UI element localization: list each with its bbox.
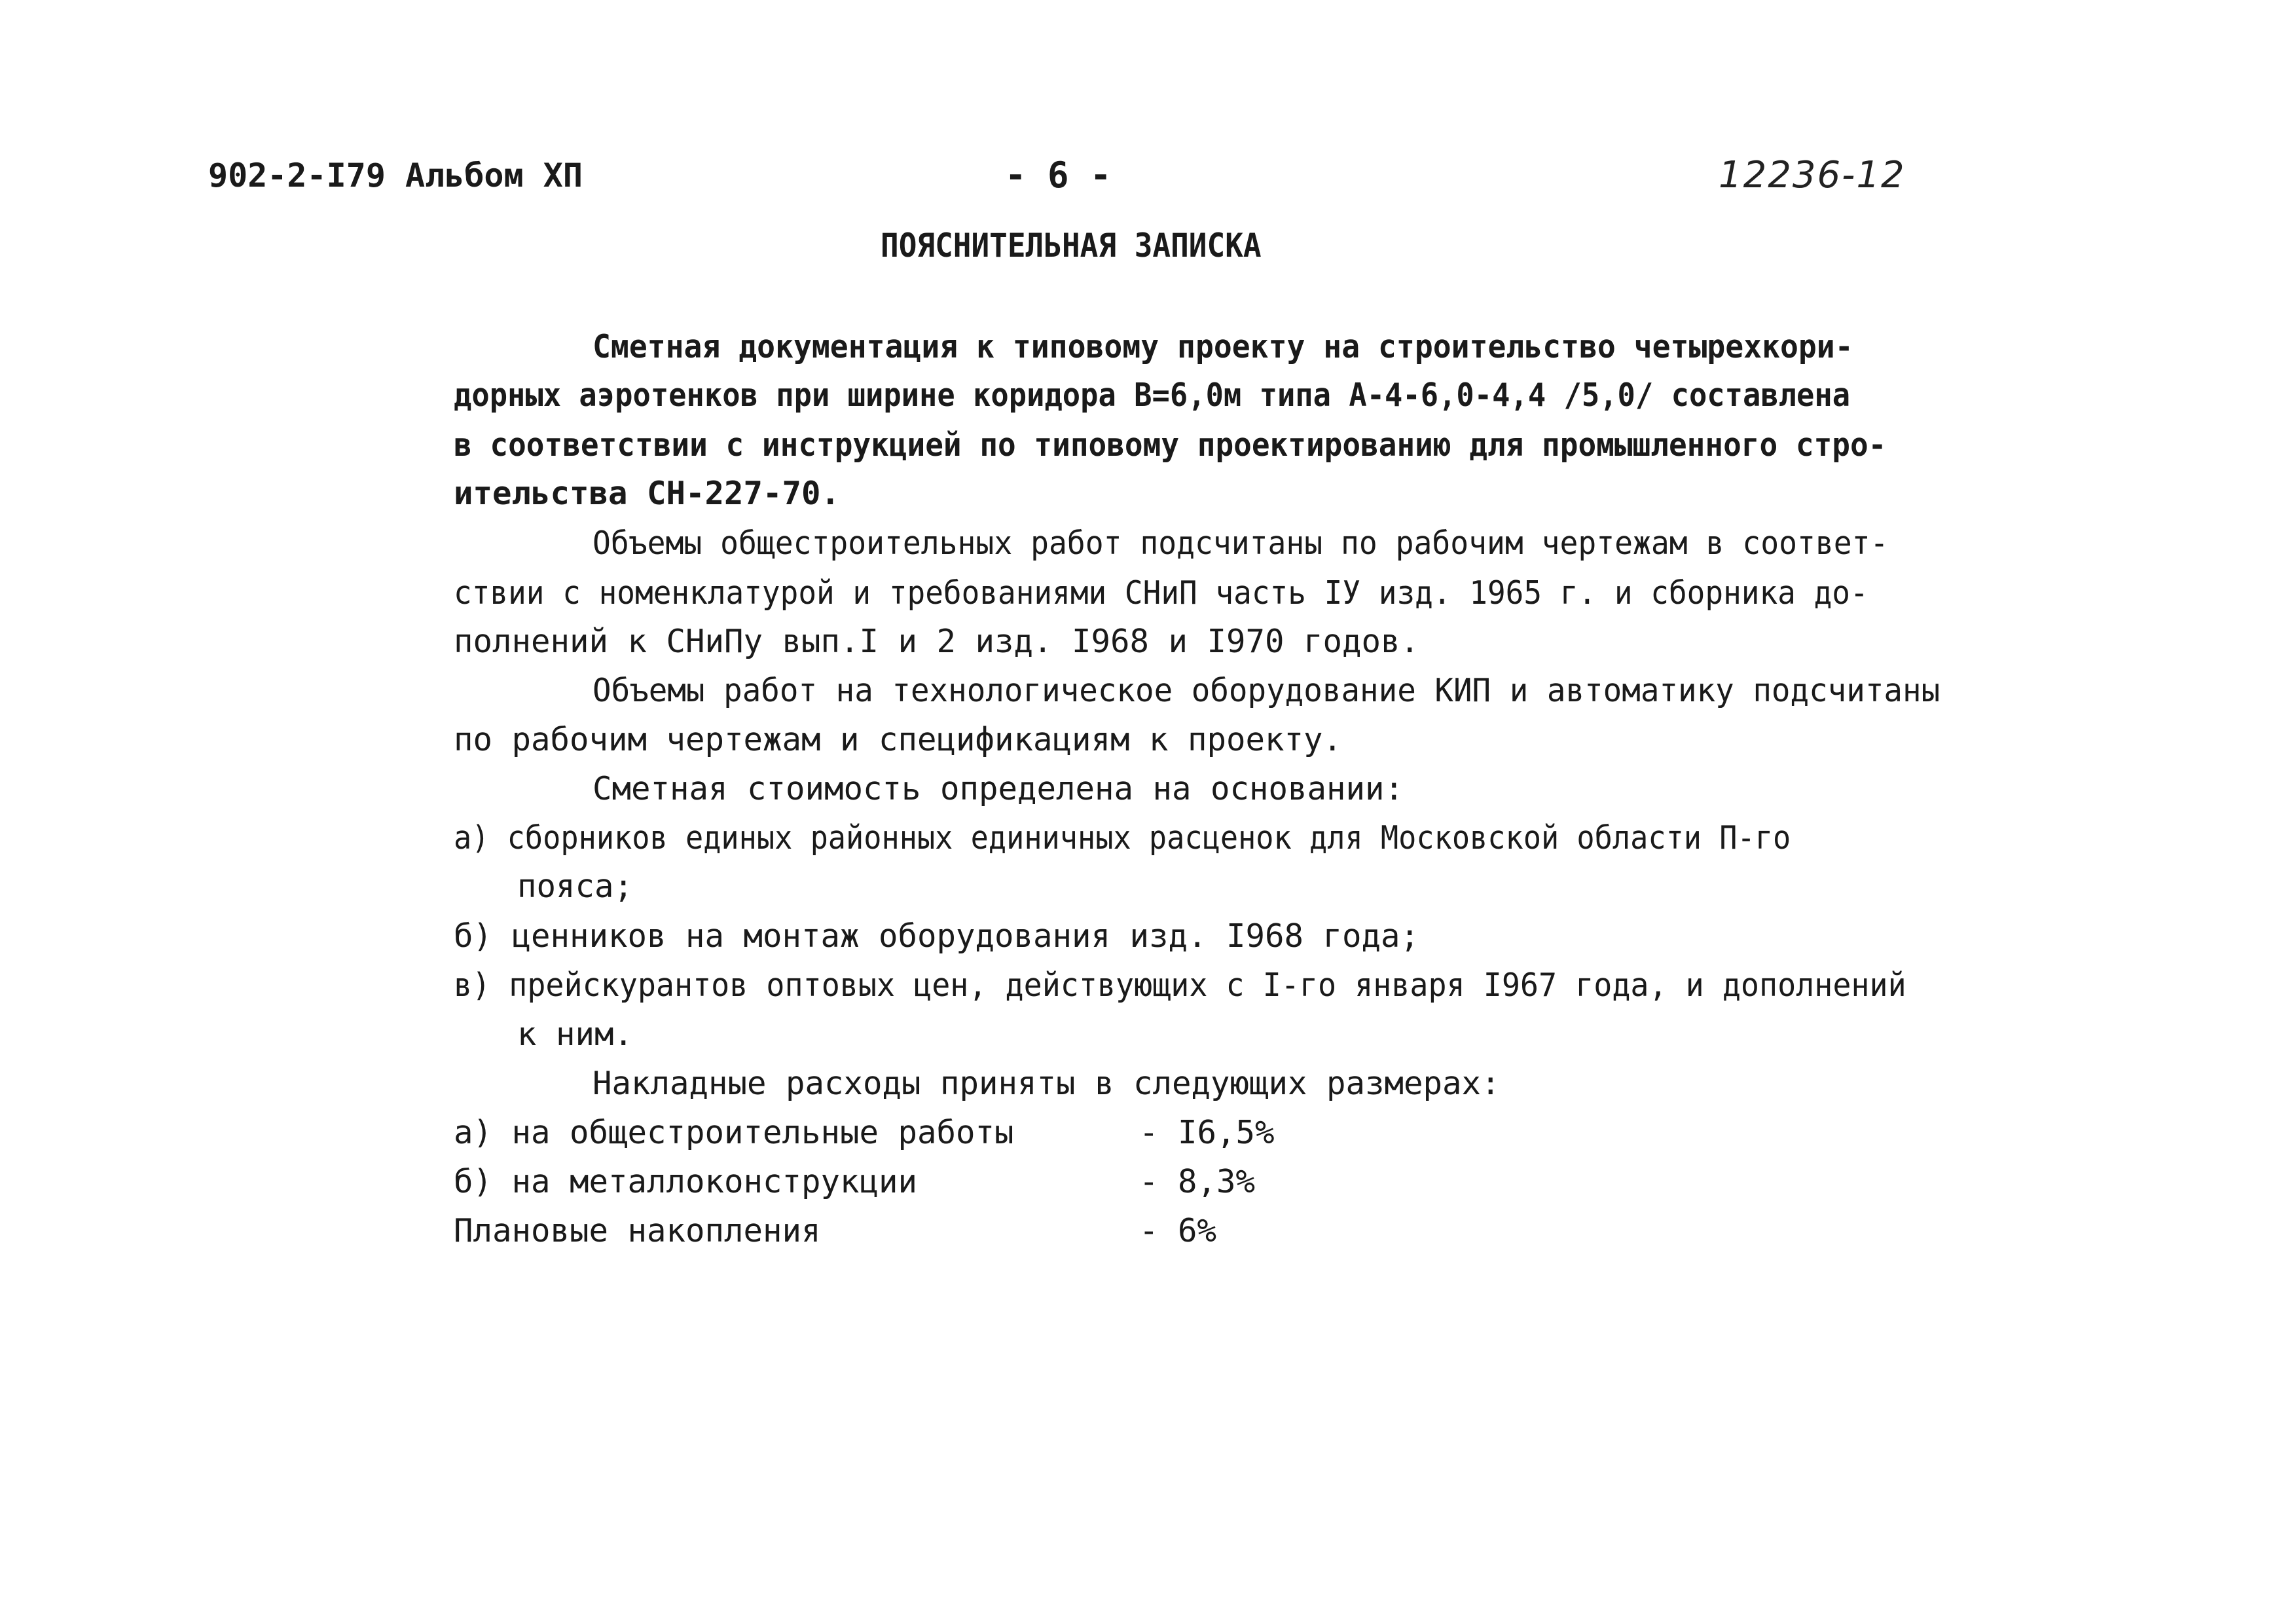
document-title: ПОЯСНИТЕЛЬНАЯ ЗАПИСКА <box>881 227 1262 265</box>
paragraph-line: Сметная стоимость определена на основании: <box>592 770 1404 807</box>
rate-label: Плановые накопления <box>454 1212 821 1249</box>
list-item: а) сборников единых районных единичных расценок для Московской области П-го <box>454 819 1791 857</box>
paragraph-line: Сметная документация к типовому проекту на строительство четырехкори- <box>592 328 1853 365</box>
paragraph-line: Накладные расходы приняты в следующих размерах: <box>592 1065 1501 1102</box>
list-item: в) прейскурантов оптовых цен, действующих с I-го января I967 года, и дополнений <box>454 967 1906 1004</box>
paragraph-line: дорных аэротенков при ширине коридора В=6,0м типа А-4-6,0-4,4 /5,0/ составлена <box>454 377 1851 414</box>
page-number: - 6 - <box>1005 155 1112 196</box>
rate-value: - I6,5% <box>1139 1114 1275 1151</box>
paragraph-line: ствии с номенклатурой и требованиями СНиП часть IУ изд. 1965 г. и сборника до- <box>454 574 1868 612</box>
paragraph-line: полнений к СНиПу вып.I и 2 изд. I968 и I970 годов. <box>454 623 1420 660</box>
paragraph-line: ительства СН-227-70. <box>454 475 841 512</box>
rate-label: б) на металлоконструкции <box>454 1163 918 1200</box>
rate-label: а) на общестроительные работы <box>454 1114 1014 1151</box>
list-item-continuation: пояса; <box>517 868 634 905</box>
paragraph-line: Объемы работ на технологическое оборудование КИП и автоматику подсчитаны <box>592 672 1941 709</box>
album-code: 902-2-I79 Альбом XП <box>208 157 583 194</box>
paragraph-line: по рабочим чертежам и спецификациям к проекту. <box>454 721 1343 758</box>
handwritten-sheet-number: 12236-12 <box>1719 154 1906 196</box>
paragraph-line: в соответствии с инструкцией по типовому проектированию для промышленного стро- <box>454 426 1887 464</box>
list-item-continuation: к ним. <box>517 1016 634 1053</box>
paragraph-line: Объемы общестроительных работ подсчитаны по рабочим чертежам в соответ- <box>592 525 1889 562</box>
rate-value: - 8,3% <box>1139 1163 1256 1200</box>
rate-value: - 6% <box>1139 1212 1217 1249</box>
list-item: б) ценников на монтаж оборудования изд. I968 года; <box>454 917 1420 955</box>
